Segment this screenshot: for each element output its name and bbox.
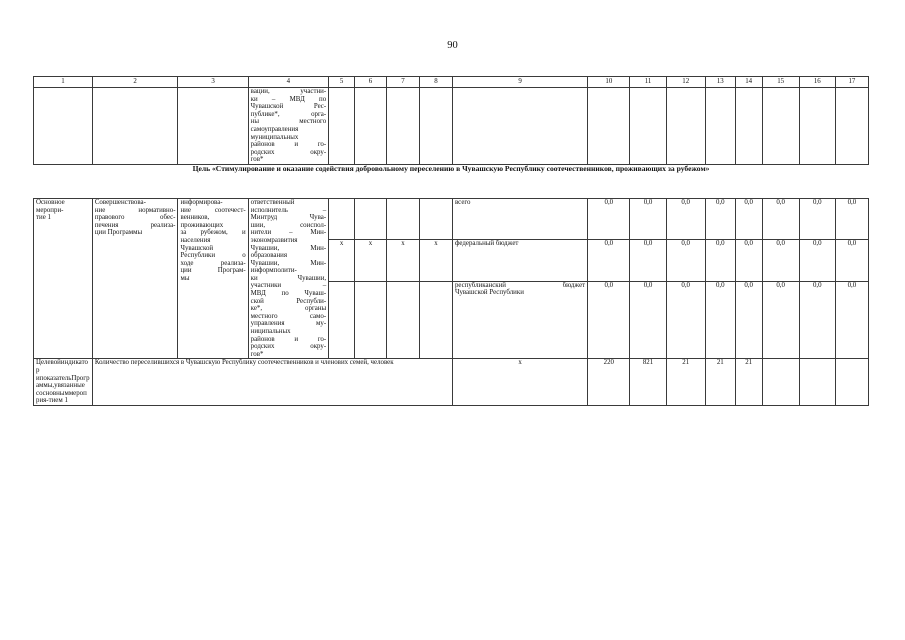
empty-cell xyxy=(799,88,835,165)
funding-value-cell: 0,0 xyxy=(835,240,868,281)
funding-value-cell: 0,0 xyxy=(799,240,835,281)
code-cell xyxy=(329,198,355,239)
empty-cell xyxy=(630,88,666,165)
indicator-value-cell xyxy=(799,359,835,406)
cell-line: ской Республи- xyxy=(250,297,327,305)
code-cell xyxy=(354,281,386,359)
funding-value-cell: 0,0 xyxy=(588,281,630,359)
cell-line: исполнитель – xyxy=(250,206,327,214)
header-cell: 13 xyxy=(705,77,735,88)
header-cell: 9 xyxy=(452,77,587,88)
cell-line: показатель xyxy=(39,374,72,382)
header-cell: 16 xyxy=(799,77,835,88)
indicator-row xyxy=(34,359,869,406)
funding-value-cell: 0,0 xyxy=(705,198,735,239)
cell-line: ние нормативно- xyxy=(94,206,176,214)
cell-line: образования xyxy=(250,252,288,260)
code-cell: x xyxy=(419,240,452,281)
event-name-cell xyxy=(92,198,178,358)
cell-line: Совершенствова- xyxy=(94,198,146,206)
header-cell: 1 xyxy=(34,77,93,88)
header-row xyxy=(34,77,869,88)
funding-source-cell xyxy=(452,198,587,239)
indicator-value-cell: 21 xyxy=(705,359,735,406)
header-cell: 5 xyxy=(329,77,355,88)
empty-cell xyxy=(835,88,868,165)
empty-cell xyxy=(419,88,452,165)
cell-line: тием 1 xyxy=(48,397,68,405)
indicator-value-cell: 220 xyxy=(588,359,630,406)
funding-value-cell: 0,0 xyxy=(762,281,799,359)
executors-cell xyxy=(248,88,329,165)
cell-line: Основное xyxy=(36,198,65,206)
cell-line: мы xyxy=(180,274,190,282)
cell-line: управления му- xyxy=(250,320,327,328)
cell-line: за рубежом, и xyxy=(180,229,246,237)
indicator-value-cell xyxy=(762,359,799,406)
cell-line: основным xyxy=(39,389,69,397)
code-cell xyxy=(354,198,386,239)
cell-line: Чувашской Республики xyxy=(454,289,524,297)
cell-line: меропри- xyxy=(36,206,64,214)
page-number: 90 xyxy=(447,40,458,51)
continuation-row xyxy=(34,88,869,165)
code-cell xyxy=(419,198,452,239)
empty-cell xyxy=(666,88,705,165)
cell-line: проживающих xyxy=(180,221,224,229)
empty-cell xyxy=(452,88,587,165)
cell-line: ки Чувашии, xyxy=(250,274,327,282)
funding-value-cell: 0,0 xyxy=(666,240,705,281)
cell-line: самоуправления xyxy=(250,125,299,133)
funding-value-cell: 0,0 xyxy=(705,281,735,359)
cell-line: Чувашской Рес- xyxy=(250,103,327,111)
indicator-value-cell: 821 xyxy=(630,359,666,406)
cell-line: районов и го- xyxy=(250,141,327,149)
code-cell xyxy=(386,198,419,239)
event-task-cell xyxy=(178,198,248,358)
cell-line: участники – xyxy=(250,282,327,290)
cell-line: информполити- xyxy=(250,267,297,275)
funding-value-cell: 0,0 xyxy=(630,240,666,281)
cell-line: их семей, человек xyxy=(340,359,394,367)
header-cell: 14 xyxy=(735,77,762,88)
code-cell: x xyxy=(386,240,419,281)
cell-line: ции Програм- xyxy=(180,267,246,275)
cell-line: Количество переселившихся в Чувашскую Республику соотечественников и членов xyxy=(94,359,341,367)
cell-line: Чувашии, Мин- xyxy=(250,244,327,252)
funding-value-cell: 0,0 xyxy=(799,198,835,239)
funding-value-cell: 0,0 xyxy=(705,240,735,281)
cell-line: родских окру- xyxy=(250,148,327,156)
code-cell xyxy=(386,281,419,359)
code-cell xyxy=(329,281,355,359)
funding-value-cell: 0,0 xyxy=(630,281,666,359)
cell-line: ке*, органы xyxy=(250,305,327,313)
cell-line: ны местного xyxy=(250,118,327,126)
goal-heading: Цель «Стимулирование и оказание содействия добровольному переселению в Чувашскую Республику соотечественников, проживающих за рубежом» xyxy=(34,164,869,198)
cell-line: тие 1 xyxy=(36,214,51,222)
cell-line: публике*, орга- xyxy=(250,110,327,118)
code-cell: x xyxy=(354,240,386,281)
cell-line: ции Программы xyxy=(94,229,143,237)
funding-value-cell: 0,0 xyxy=(735,281,762,359)
indicator-description-cell xyxy=(92,359,452,406)
funding-value-cell: 0,0 xyxy=(666,198,705,239)
indicator-col9-cell: x xyxy=(452,359,587,406)
cell-line: МВД по Чуваш- xyxy=(250,290,327,298)
header-cell: 10 xyxy=(588,77,630,88)
cell-line: мероприя- xyxy=(36,389,87,405)
cell-line: республиканский бюджет xyxy=(454,281,586,289)
header-cell: 2 xyxy=(92,77,178,88)
cell-line: Минтруд Чува- xyxy=(250,214,327,222)
cell-line: венников, xyxy=(180,214,210,222)
header-cell: 12 xyxy=(666,77,705,88)
cell-line: индикатор и xyxy=(36,359,88,382)
funding-value-cell: 0,0 xyxy=(666,281,705,359)
header-cell: 11 xyxy=(630,77,666,88)
cell-line: федеральный бюджет xyxy=(454,240,519,248)
empty-cell xyxy=(386,88,419,165)
event-executors-cell xyxy=(248,198,329,358)
empty-cell xyxy=(354,88,386,165)
header-cell: 17 xyxy=(835,77,868,88)
cell-line: Чувашской xyxy=(180,244,214,252)
indicator-value-cell: 21 xyxy=(666,359,705,406)
empty-cell xyxy=(588,88,630,165)
funding-value-cell: 0,0 xyxy=(762,198,799,239)
empty-cell xyxy=(329,88,355,165)
empty-cell xyxy=(762,88,799,165)
cell-line: вации, участни- xyxy=(250,88,327,95)
funding-value-cell: 0,0 xyxy=(835,281,868,359)
header-cell: 3 xyxy=(178,77,248,88)
cell-line: родских окру- xyxy=(250,343,327,351)
program-table xyxy=(33,76,869,406)
cell-line: печения реализа- xyxy=(94,221,176,229)
empty-cell xyxy=(92,88,178,165)
goal-row xyxy=(34,164,869,198)
funding-value-cell: 0,0 xyxy=(762,240,799,281)
empty-cell xyxy=(178,88,248,165)
cell-line: нители – Мин- xyxy=(250,229,327,237)
cell-line: Целевой xyxy=(36,359,61,367)
event-type-cell xyxy=(34,198,93,358)
header-cell: 15 xyxy=(762,77,799,88)
cell-line: экономразвития xyxy=(250,236,298,244)
empty-cell xyxy=(705,88,735,165)
header-cell: 7 xyxy=(386,77,419,88)
cell-line: ниципальных xyxy=(250,328,291,336)
cell-line: Программы, xyxy=(36,374,90,390)
funding-value-cell: 0,0 xyxy=(588,240,630,281)
cell-line: гов* xyxy=(250,350,264,358)
indicator-value-cell: 21 xyxy=(735,359,762,406)
cell-line: всего xyxy=(454,198,471,206)
funding-value-cell: 0,0 xyxy=(588,198,630,239)
funding-row xyxy=(34,198,869,239)
cell-line: Чувашии, Мин- xyxy=(250,259,327,267)
funding-value-cell: 0,0 xyxy=(630,198,666,239)
cell-line: местного само- xyxy=(250,312,327,320)
cell-line: увязанные с xyxy=(36,382,85,397)
cell-line: ние соотечест- xyxy=(180,206,246,214)
cell-line: ки – МВД по xyxy=(250,95,327,103)
cell-line: правового обес- xyxy=(94,214,176,222)
funding-value-cell: 0,0 xyxy=(735,240,762,281)
cell-line: шии, соиспол- xyxy=(250,221,327,229)
empty-cell xyxy=(34,88,93,165)
cell-line: гов* xyxy=(250,156,264,164)
code-cell xyxy=(419,281,452,359)
funding-value-cell: 0,0 xyxy=(799,281,835,359)
cell-line: районов и го- xyxy=(250,335,327,343)
indicator-type-cell xyxy=(34,359,93,406)
cell-line: ходе реализа- xyxy=(180,259,246,267)
funding-source-cell xyxy=(452,281,587,359)
funding-source-cell xyxy=(452,240,587,281)
header-cell: 6 xyxy=(354,77,386,88)
cell-line: информирова- xyxy=(180,198,223,206)
cell-line: населения xyxy=(180,236,211,244)
funding-value-cell: 0,0 xyxy=(735,198,762,239)
header-cell: 8 xyxy=(419,77,452,88)
cell-line: Республики о xyxy=(180,252,246,260)
header-cell: 4 xyxy=(248,77,329,88)
cell-line: муниципальных xyxy=(250,133,299,141)
empty-cell xyxy=(735,88,762,165)
indicator-value-cell xyxy=(835,359,868,406)
cell-line: ответственный xyxy=(250,198,295,206)
code-cell: x xyxy=(329,240,355,281)
funding-value-cell: 0,0 xyxy=(835,198,868,239)
